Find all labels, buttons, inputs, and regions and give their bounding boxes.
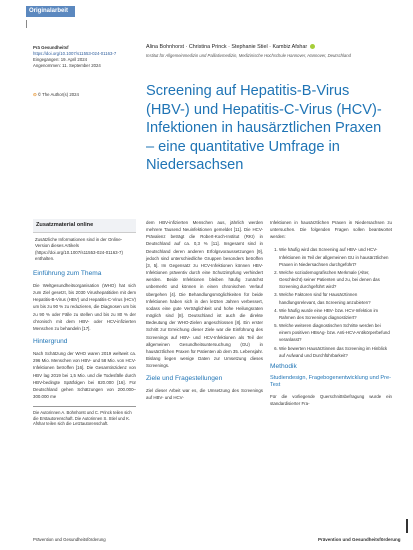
text-column-3 — [270, 219, 392, 413]
list-item: 5. Welche weiteren diagnostischen Schritte werden bei einem positiven HBsAg- bzw. Anti-HCV-Antikörperbefund veranlasst? — [279, 322, 392, 343]
doi-link[interactable]: https://doi.org/10.1007/s11553-024-01163-7 — [33, 51, 117, 56]
list-item: 6. Wie bewerten Hausärztinnen das Screening im Hinblick auf Aufwand und Durchführbarkeit? — [279, 345, 392, 359]
author-footnote: Die Autorinnen A. Bohnhorst und C. Princk teilen sich die Erstautorenschaft. Die Autorinnen S. Stiel und K. Afshar teilen sich die Letztautorenschaft. — [33, 406, 136, 427]
journal-name: Prä Gesundheitsf — [33, 45, 69, 50]
paragraph: Nach Schätzung der WHO waren 2019 weltweit ca. 296 Mio. Menschen von HBV- und 58 Mio. von HCV-Infektionen betroffen [16]. Die Gesamtinzidenz von HBV lag 2019 bei 1,5 Mio. und die Todesfälle durch HBV-bedingte Spätfolgen bei 820.000 [16]. Für Deutschland gehen Schätzungen von 200.000–300.000 me — [33, 351, 136, 399]
supplementary-box-title: Zusatzmaterial online — [33, 219, 136, 233]
copyright-text: © The Author(s) 2024 — [37, 92, 79, 97]
list-item: 2. Welche soziodemografischen Merkmale (Alter, Geschlecht) seiner Patienten und zu, bei denen das Screening durchgeführt wird? — [279, 269, 392, 290]
paragraph: Ziel dieser Arbeit war es, die Umsetzung des Screenings auf HBV- und HCV- — [146, 388, 263, 401]
author-affiliation: Institut für Allgemeinmedizin und Palliativmedizin, Medizinische Hochschule Hannover, Hannover, Deutschland — [146, 53, 351, 58]
received-date: Eingegangen: 19. April 2024 — [33, 57, 87, 62]
author-list — [146, 44, 396, 51]
list-item: 1. Wie häufig wird das Screening auf HBV- und HCV-Infektionen im Teil der allgemeinen GU in hausärztlichen Praxen in Niedersachsen durchgeführt? — [279, 246, 392, 267]
paragraph: Die Weltgesundheitsorganisation (WHO) hat sich zum Ziel gesetzt, bis 2030 Virushepatitiden mit dem Hepatitis-B-Virus (HBV) und Hepatitis-C-Virus (HCV) um bis zu 90 % zu reduzieren, die Diagnosen um bis zu 90 % oder Fälle zu stellen und bis zu 80 % der chronisch mit dem HBV- oder HCV-infizierten Menschen zu behandeln [17]. — [33, 282, 136, 331]
article-type-tag: Originalarbeit — [26, 6, 75, 17]
paragraph: dem HBV-infizierten Menschen aus, jährlich werden mehrere Tausend Neuinfektionen gemeldet [11]. Die HCV-Prävalenz beträgt die Robert-Koch-Institut (RKI) in Deutschland auf ca. 0,3 % [11]. Insgesamt sind in Deutschland deren anderen Erfolgsvoraussetzungen [9], jedoch sind unterschiedliche Gruppen besonders betroffen [3, 5]. Im Gegensatz zu HCV-Infektionen können HBV-Infektionen präventiv durch eine Schutzimpfung verhindert werden. Beide Infektionen bleiben häufig zunächst unbemerkt und können in einen chronischen Verlauf übergehen [4]. Die Behandlungsmöglichkeiten für beide Infektionen haben sich in den letzten Jahren verbessert, sodass eine gute Verträglichkeit und hohe Heilungsraten möglich sind [8]. Deutschland ist auch die direkte Bedeutung der WHO-Zielen angeschlossen [8]. Ein erster Schritt zur Erreichung dieser Ziele war die Einführung des Screenings auf HBV- und HCV-Infektionen als Teil der allgemeinen Gesundheitsuntersuchung (GU) in hausärztlichen Praxen für Patienten ab dem 35. Lebensjahr. Bislang liegen wenige Daten zur Umsetzung dieses Screenings. — [146, 220, 263, 369]
list-item: 3. Welche Faktoren sind für Hausärztinnen handlungsrelevant, das Screening anzubieten? — [279, 291, 392, 305]
section-heading-background: Hintergrund — [33, 338, 68, 346]
header-divider — [26, 20, 27, 28]
research-questions-list — [270, 246, 392, 358]
article-meta — [33, 45, 133, 69]
article-title: Screening auf Hepatitis-B-Virus (HBV-) und Hepatitis-C-Virus (HCV)-Infektionen in hausärztlichen Praxen – eine quantitative Umfrage in Niedersachsen — [146, 83, 382, 173]
copyright-line — [33, 92, 79, 98]
paragraph: Für die vorliegende Querschnittsbefragung wurde ein standardisierter Fra- — [270, 393, 392, 406]
author-names: Alina Bohnhorst · Christina Princk · Stephanie Stiel · Kambiz Afshar — [146, 44, 308, 50]
footer-journal-left: Prävention und Gesundheitsförderung — [33, 537, 106, 542]
page-edge-marker — [406, 519, 408, 533]
subsection-heading: Studiendesign, Fragebogenentwicklung und Pre-Test — [270, 374, 391, 388]
text-column-2 — [146, 219, 263, 408]
paragraph: Infektionen in hausärztlichen Praxen in Niedersachsen zu untersuchen. Die folgenden Fragen sollen beantwortet werden: — [270, 220, 392, 240]
footer-journal-right: Prävention und Gesundheitsförderung — [318, 537, 401, 542]
accepted-date: Angenommen: 11. September 2024 — [33, 63, 101, 68]
section-heading-aims: Ziele und Fragestellungen — [146, 375, 223, 383]
open-access-icon: ⊙ — [33, 92, 37, 97]
supplementary-box-body: Zusätzliche Informationen sind in der Online-Version dieses Artikels (https://doi.org/10.1007/s11553-024-01163-7) enthalten. — [35, 237, 123, 261]
list-item: 4. Wie häufig wurde eine HBV- bzw. HCV-Infektion im Rahmen des Screenings diagnostiziert? — [279, 307, 392, 321]
section-heading-intro: Einführung zum Thema — [33, 269, 102, 277]
text-column-1 — [33, 219, 136, 427]
orcid-icon[interactable] — [310, 44, 315, 49]
section-heading-methods: Methodik — [270, 362, 297, 370]
